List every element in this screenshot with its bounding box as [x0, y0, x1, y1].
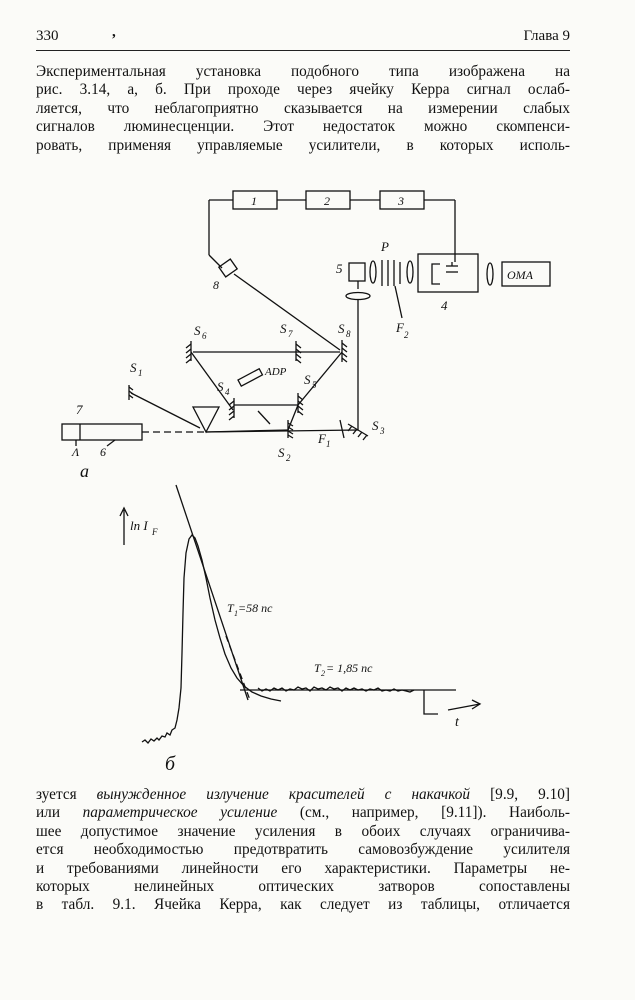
label-f1: F [318, 431, 326, 446]
box-label-3: 3 [398, 194, 404, 208]
text-line: зуется вынужденное излучение красителей с накачкой [9.9, 9.10] [36, 786, 570, 803]
stray-comma: , [112, 24, 116, 40]
panel-label-b: б [165, 753, 176, 775]
label-p: P [381, 239, 389, 254]
label-f1-sub: 1 [326, 439, 331, 449]
label-7: 7 [76, 402, 83, 417]
label-5: 5 [336, 261, 343, 276]
text-line: или параметрическое усиление (см., например, [9.11]). Наиболь- [36, 804, 570, 822]
box-4 [418, 254, 478, 292]
adp-crystal [238, 369, 262, 386]
text-line: ется необходимостью предотвратить самовозбуждение усилителя [36, 841, 570, 859]
label-s3: S [372, 418, 379, 433]
text-line: шее допустимое значение усиления в обоих случаях ограничива- [36, 822, 570, 840]
chapter-title: Глава 9 [523, 28, 570, 44]
t2-label: T [314, 661, 321, 675]
label-s1: S [130, 360, 137, 375]
label-s2: S [278, 445, 285, 460]
box-label-2: 2 [324, 194, 330, 208]
kerr-cell-5 [349, 263, 365, 281]
text-line: в табл. 9.1. Ячейка Керра, как следует из таблицы, отличается [36, 896, 570, 914]
label-adp: ADP [265, 366, 287, 378]
label-s8: S [338, 321, 345, 336]
xlabel: t [455, 715, 459, 730]
t1-value: =58 пс [238, 601, 273, 615]
text-line: рис. 3.14, а, б. При проходе через ячейку Керра сигнал ослаб- [36, 81, 570, 99]
laser-6 [62, 424, 142, 440]
text-line: сигналов люминесценции. Этот недостаток можно скомпенси- [36, 118, 570, 136]
label-s8-sub: 8 [346, 329, 351, 339]
label-lambda: Λ [72, 445, 80, 459]
text-line: ровать, применяя управляемые усилители, в которых исполь- [36, 136, 570, 154]
label-6: 6 [100, 445, 106, 459]
prism [193, 407, 219, 432]
box-label-1: 1 [251, 194, 257, 208]
label-s3-sub: 3 [380, 426, 385, 436]
t1-sub: 1 [234, 609, 238, 618]
label-s6-sub: 6 [202, 331, 207, 341]
t1-label: T [227, 601, 234, 615]
t2-sub: 2 [321, 669, 325, 678]
text-line: которых нелинейных оптических затворов сопоставлены [36, 878, 570, 896]
fit-line-t1 [176, 485, 248, 700]
label-oma: OMA [507, 268, 533, 282]
label-f2: F [396, 320, 404, 335]
text-line: Экспериментальная установка подобного типа изображена на [36, 63, 570, 80]
text-line: и требованиями линейности его характеристики. Параметры не- [36, 859, 570, 877]
measured-curve [142, 535, 281, 743]
ylabel-sub: F [152, 527, 158, 537]
figure-b-decay-plot [120, 485, 480, 743]
label-s7: S [280, 321, 287, 336]
page-number: 330 [36, 28, 59, 44]
text-line: ляется, что неблагоприятно сказывается на измерении слабых [36, 99, 570, 117]
label-s4: S [217, 379, 224, 394]
label-s1-sub: 1 [138, 368, 143, 378]
label-s6: S [194, 323, 201, 338]
label-s5-sub: 5 [312, 380, 317, 390]
panel-label-a: а [80, 461, 89, 481]
label-f2-sub: 2 [404, 330, 409, 340]
label-s2-sub: 2 [286, 453, 291, 463]
label-s7-sub: 7 [288, 329, 293, 339]
ylabel: ln I [130, 518, 148, 533]
label-s4-sub: 4 [225, 387, 230, 397]
label-4: 4 [441, 298, 448, 313]
t2-value: = 1,85 пс [326, 661, 373, 675]
paragraph-bottom [36, 786, 570, 915]
label-s5: S [304, 372, 311, 387]
label-8: 8 [213, 278, 219, 292]
